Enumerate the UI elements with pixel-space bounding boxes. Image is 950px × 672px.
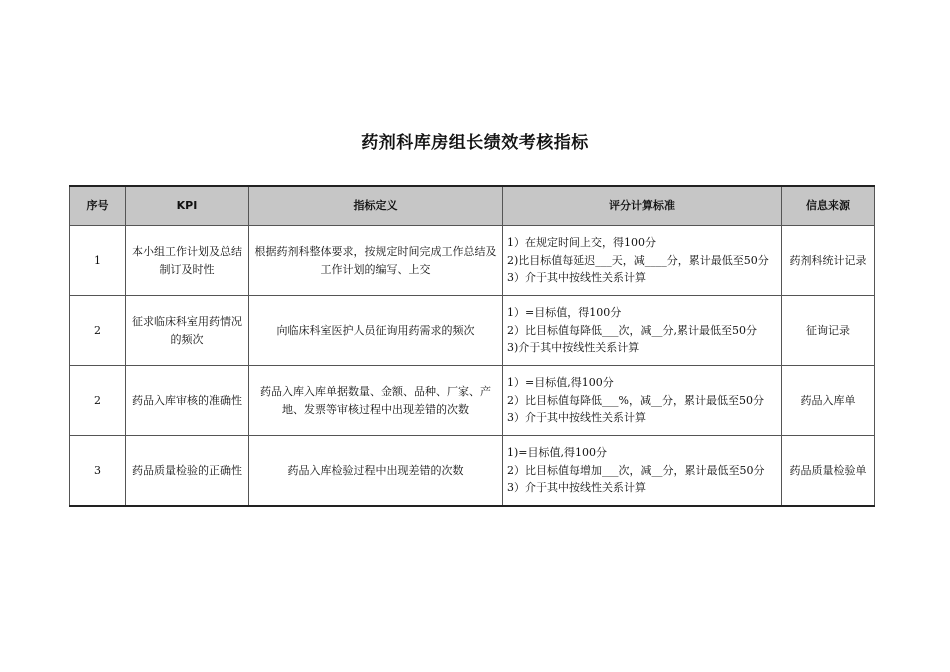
page-title: 药剂科库房组长绩效考核指标	[361, 133, 589, 153]
criteria-line: 1）=目标值,得100分	[507, 376, 614, 390]
row-definition: 药品入库检验过程中出现差错的次数	[249, 436, 503, 507]
table-row	[70, 226, 875, 296]
criteria-line: 2）比目标值每降低___%，减__分，累计最低至50分	[507, 393, 764, 407]
kpi-table	[69, 185, 875, 507]
criteria-line: 2）比目标值每降低___次，减__分,累计最低至50分	[507, 323, 757, 337]
table-row	[70, 296, 875, 366]
row-no: 2	[70, 366, 126, 436]
criteria-line: 2)比目标值每延迟___天，减____分，累计最低至50分	[507, 253, 769, 267]
row-definition: 向临床科室医护人员征询用药需求的频次	[249, 296, 503, 366]
criteria-line: 3）介于其中按线性关系计算	[507, 271, 646, 285]
row-kpi: 药品入库审核的准确性	[126, 366, 249, 436]
row-no: 2	[70, 296, 126, 366]
criteria-line: 1)=目标值,得100分	[507, 446, 607, 460]
row-source: 药品质量检验单	[782, 436, 875, 507]
row-no: 3	[70, 436, 126, 507]
criteria-line: 1）=目标值，得100分	[507, 306, 622, 320]
row-criteria	[503, 226, 782, 296]
table-row	[70, 436, 875, 507]
criteria-line: 1）在规定时间上交，得100分	[507, 236, 656, 250]
header-no: 序号	[70, 186, 126, 226]
row-source: 征询记录	[782, 296, 875, 366]
criteria-line: 3）介于其中按线性关系计算	[507, 481, 646, 495]
table-header-row	[70, 186, 875, 226]
row-definition: 药品入库入库单据数量、金额、品种、厂家、产地、发票等审核过程中出现差错的次数	[249, 366, 503, 436]
row-criteria	[503, 296, 782, 366]
header-kpi: KPI	[126, 186, 249, 226]
row-no: 1	[70, 226, 126, 296]
header-criteria: 评分计算标准	[503, 186, 782, 226]
row-kpi: 药品质量检验的正确性	[126, 436, 249, 507]
header-source: 信息来源	[782, 186, 875, 226]
criteria-line: 2）比目标值每增加___次，减__分，累计最低至50分	[507, 463, 765, 477]
header-definition: 指标定义	[249, 186, 503, 226]
row-source: 药剂科统计记录	[782, 226, 875, 296]
row-criteria	[503, 366, 782, 436]
row-kpi: 本小组工作计划及总结制订及时性	[126, 226, 249, 296]
table-row	[70, 366, 875, 436]
row-criteria	[503, 436, 782, 507]
criteria-line: 3）介于其中按线性关系计算	[507, 411, 646, 425]
row-kpi: 征求临床科室用药情况的频次	[126, 296, 249, 366]
row-source: 药品入库单	[782, 366, 875, 436]
row-definition: 根据药剂科整体要求，按规定时间完成工作总结及工作计划的编写、上交	[249, 226, 503, 296]
criteria-line: 3)介于其中按线性关系计算	[507, 341, 640, 355]
